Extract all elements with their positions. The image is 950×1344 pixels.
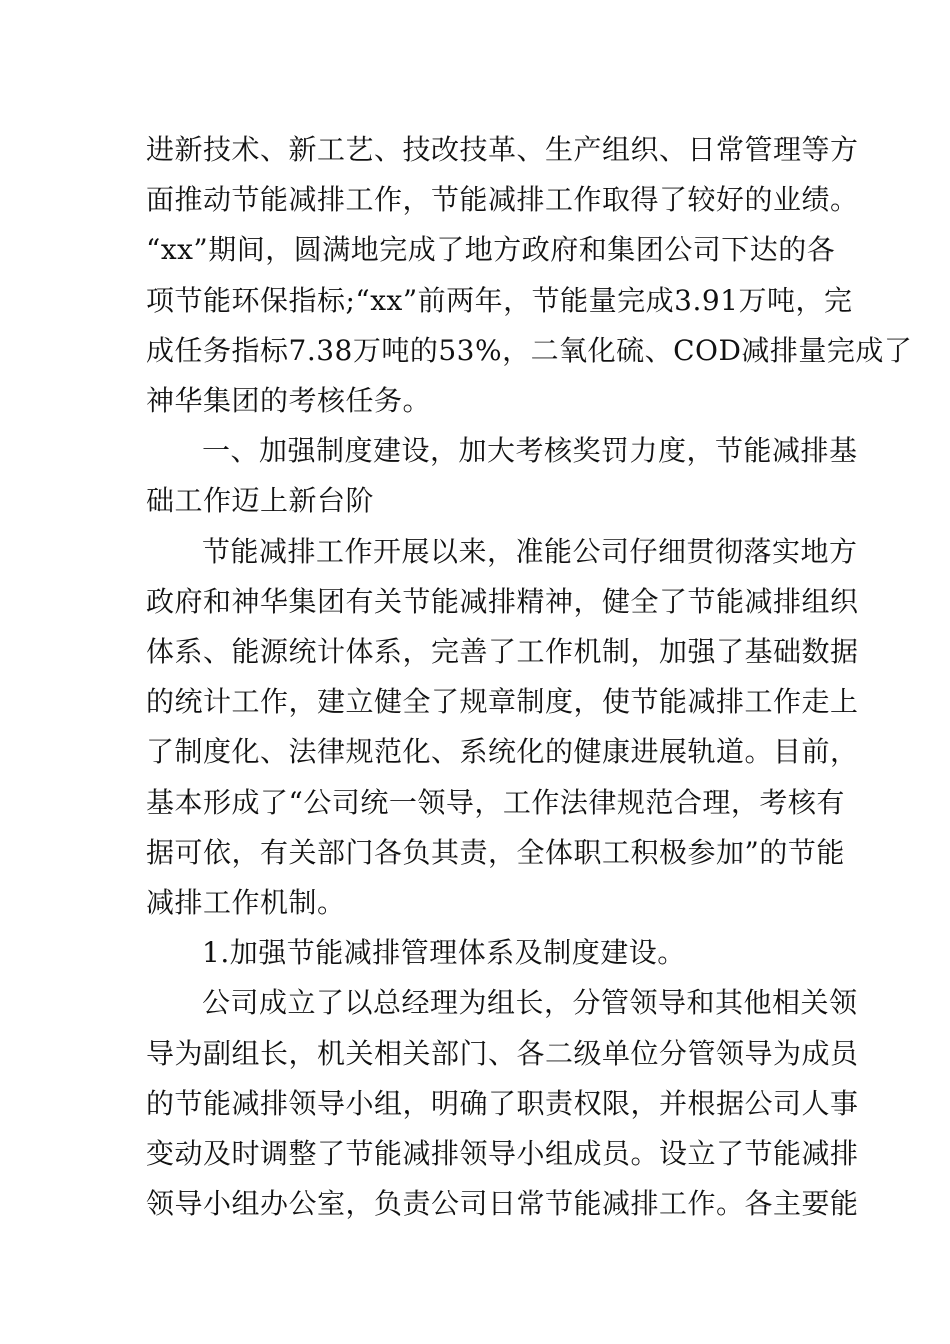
- text-line: 神华集团的考核任务。: [146, 384, 432, 418]
- text-line: 项节能环保指标;“xx”前两年，节能量完成3.91万吨，完: [146, 283, 853, 317]
- text-line: 的统计工作，建立健全了规章制度，使节能减排工作走上: [146, 685, 859, 719]
- paragraph-3: [146, 978, 859, 1229]
- text-line: 成任务指标7.38万吨的53%，二氧化硫、COD减排量完成了: [146, 333, 913, 367]
- text-line: 基本形成了“公司统一领导，工作法律规范合理，考核有: [146, 785, 845, 819]
- text-line: 政府和神华集团有关节能减排精神，健全了节能减排组织: [146, 584, 859, 618]
- text-line: 据可依，有关部门各负其责，全体职工积极参加”的节能: [146, 835, 845, 869]
- text-line: 面推动节能减排工作，节能减排工作取得了较好的业绩。: [146, 183, 859, 217]
- heading-line: 础工作迈上新台阶: [146, 484, 375, 518]
- text-line: “xx”期间，圆满地完成了地方政府和集团公司下达的各: [146, 233, 836, 267]
- heading-line: 1.加强节能减排管理体系及制度建设。: [202, 936, 686, 970]
- text-line: 了制度化、法律规范化、系统化的健康进展轨道。目前，: [146, 735, 859, 769]
- text-line: 变动及时调整了节能减排领导小组成员。设立了节能减排: [146, 1137, 859, 1171]
- document-body: [146, 125, 913, 1229]
- text-line: 体系、能源统计体系，完善了工作机制，加强了基础数据: [146, 635, 859, 669]
- section-heading-1: [146, 426, 858, 526]
- text-line: 进新技术、新工艺、技改技革、生产组织、日常管理等方: [146, 133, 859, 166]
- text-line: 领导小组办公室，负责公司日常节能减排工作。各主要能: [146, 1187, 859, 1221]
- heading-line: 一、加强制度建设，加大考核奖罚力度，节能减排基: [202, 434, 858, 468]
- text-line: 减排工作机制。: [146, 886, 346, 920]
- text-line: 导为副组长，机关相关部门、各二级单位分管领导为成员: [146, 1036, 859, 1070]
- text-line: 的节能减排领导小组，明确了职责权限，并根据公司人事: [146, 1086, 859, 1120]
- paragraph-1: [146, 125, 913, 426]
- text-line: 公司成立了以总经理为组长，分管领导和其他相关领: [202, 986, 858, 1020]
- paragraph-2: [146, 527, 859, 929]
- text-line: 节能减排工作开展以来，准能公司仔细贯彻落实地方: [202, 534, 858, 568]
- subsection-heading-1: [146, 928, 806, 978]
